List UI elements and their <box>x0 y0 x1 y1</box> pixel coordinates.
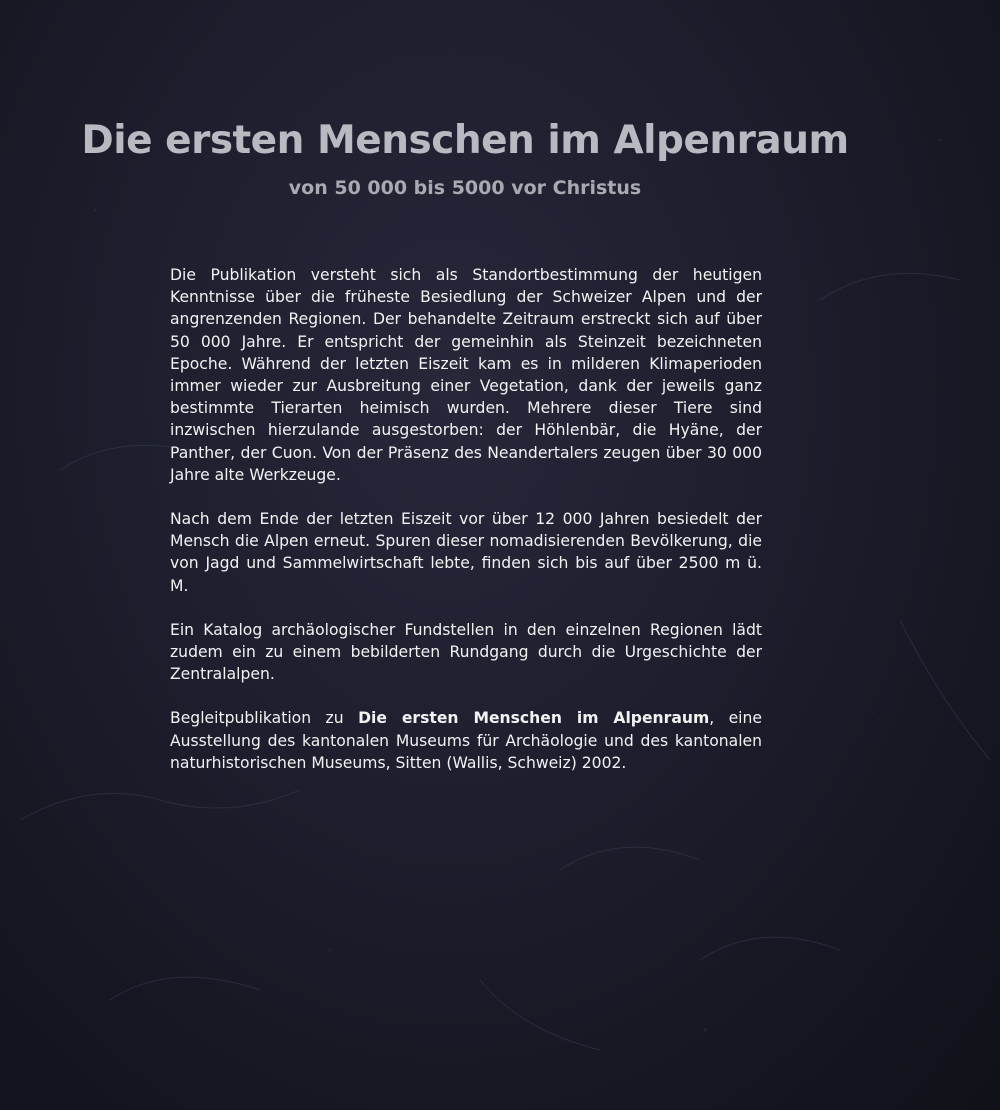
blurb-paragraph-4 <box>170 707 762 774</box>
book-title: Die ersten Menschen im Alpenraum <box>81 118 849 163</box>
publication-note-suffix: , eine Ausstellung des kantonalen Museums für Archäologie und des kantonalen naturhistorischen Museums, Sitten (Wallis, Schweiz) 2002. <box>170 709 762 772</box>
book-subtitle: von 50 000 bis 5000 vor Christus <box>288 177 642 199</box>
blurb-paragraph-2: Nach dem Ende der letzten Eiszeit vor über 12 000 Jahren besiedelt der Mensch die Alpen erneut. Spuren dieser nomadisierenden Bevölkerung, die von Jagd und Sammelwirtschaft lebte, finden sich bis auf über 2500 m ü. M. <box>170 510 762 595</box>
blurb-text <box>170 264 762 774</box>
publication-note-prefix: Begleitpublikation zu <box>170 709 359 728</box>
publication-note-title: Die ersten Menschen im Alpenraum <box>358 709 710 728</box>
blurb-paragraph-3: Ein Katalog archäologischer Fundstellen in den einzelnen Regionen lädt zudem ein zu einem bebilderten Rundgang durch die Urgeschichte der Zentralalpen. <box>170 620 762 684</box>
blurb-paragraph-1: Die Publikation versteht sich als Standortbestimmung der heutigen Kenntnisse über die früheste Besiedlung der Schweizer Alpen und der angrenzenden Regionen. Der behandelte Zeitraum erstreckt sich auf über 50 000 Jahre. Er entspricht der gemeinhin als Steinzeit bezeichneten Epoche. Während der letzten Eiszeit kam es in milderen Klimaperioden immer wieder zur Ausbreitung einer Vegetation, dank der jeweils ganz bestimmte Tierarten heimisch wurden. Mehrere dieser Tiere sind inzwischen hierzulande ausgestorben: der Höhlenbär, die Hyäne, der Panther, der Cuon. Von der Präsenz des Neandertalers zeugen über 30 000 Jahre alte Werkzeuge. <box>170 266 762 484</box>
